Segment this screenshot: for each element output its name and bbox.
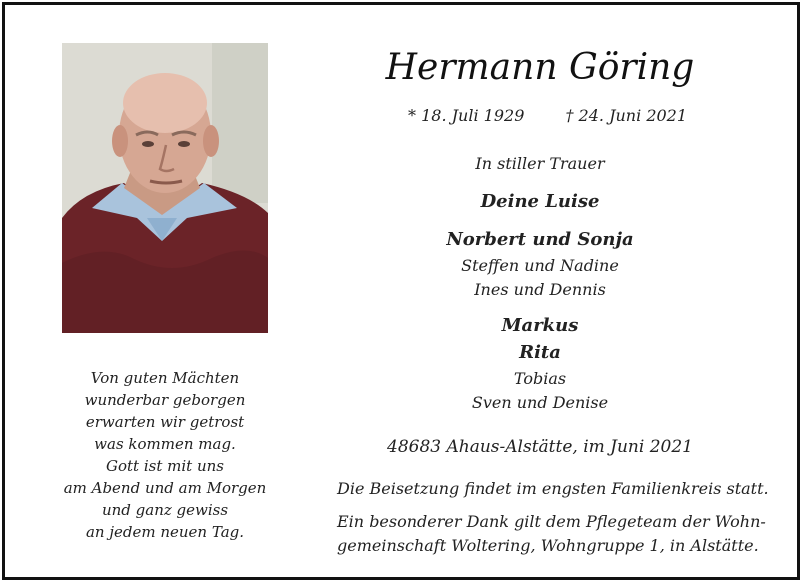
poem-line: Gott ist mit uns: [106, 457, 224, 475]
mourner-family-head: Norbert und Sonja: [446, 229, 634, 250]
life-dates: [408, 106, 687, 125]
poem-line: Von guten Mächten: [90, 369, 240, 387]
deceased-name: Hermann Göring: [385, 47, 695, 88]
mourner-family-member: Sven und Denise: [471, 393, 609, 412]
place-date: 48683 Ahaus-Alstätte, im Juni 2021: [387, 437, 693, 457]
thanks-line: gemeinschaft Woltering, Wohngruppe 1, in Alstätte.: [337, 536, 759, 555]
thanks-line: Ein besonderer Dank gilt dem Pflegeteam der Wohn-: [337, 512, 766, 531]
mourner-family-member: Steffen und Nadine: [461, 256, 619, 275]
birth-date: * 18. Juli 1929: [408, 106, 525, 125]
portrait-illustration: [62, 43, 268, 333]
mourner-spouse: Deine Luise: [480, 191, 600, 212]
mourner-family-member: Ines und Dennis: [474, 280, 606, 299]
poem-line: am Abend und am Morgen: [63, 479, 267, 497]
mourning-intro: In stiller Trauer: [475, 154, 605, 173]
mourner-family-head: Markus: [501, 315, 579, 336]
poem-line: und ganz gewiss: [101, 501, 229, 519]
poem-line: an jedem neuen Tag.: [85, 523, 245, 541]
poem-line: wunderbar geborgen: [84, 391, 246, 409]
portrait-photo: [62, 43, 268, 333]
poem-line: erwarten wir getrost: [85, 413, 245, 431]
mourner-family-head: Rita: [519, 342, 561, 363]
obituary-card: [2, 2, 800, 580]
poem-line: was kommen mag.: [94, 435, 236, 453]
poem: [45, 367, 285, 543]
death-date: † 24. Juni 2021: [565, 106, 688, 125]
burial-note: Die Beisetzung findet im engsten Familienkreis statt.: [337, 479, 769, 498]
mourner-family-member: Tobias: [513, 369, 567, 388]
